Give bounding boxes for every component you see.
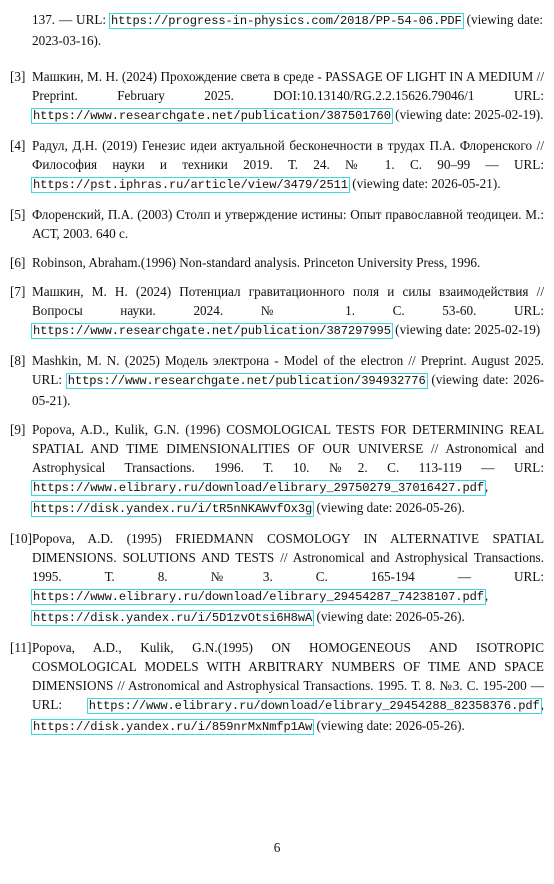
reference-list bbox=[10, 67, 544, 747]
reference-tail: (viewing date: 2026-05-21). bbox=[32, 372, 544, 408]
reference-text: Радул, Д.Н. (2019) Генезис идеи актуальной бесконечности в трудах П.А. Флоренского // Философия науки и техники 2019. Т. 24. № 1. С. 90–99 — URL: bbox=[32, 138, 544, 172]
reference-tail: (viewing date: 2025-02-19) bbox=[391, 322, 541, 337]
url-separator: , bbox=[540, 697, 544, 712]
reference-body bbox=[32, 282, 544, 341]
reference-url-link[interactable]: https://disk.yandex.ru/i/tR5nNKAWvfOx3g bbox=[33, 502, 313, 516]
fragment-text: 137. — URL: bbox=[32, 12, 110, 27]
reference-body bbox=[32, 205, 544, 243]
reference-text: Машкин, М. Н. (2024) Потенциал гравитационного поля и силы взаимодействия // Вопросы науки. 2024. № 1. С. 53-60. URL: bbox=[32, 284, 544, 318]
reference-url-link[interactable]: https://www.researchgate.net/publication/387297995 bbox=[33, 324, 391, 338]
reference-url-link[interactable]: https://www.elibrary.ru/download/elibrary_29750279_37016427.pdf bbox=[33, 481, 484, 495]
reference-item bbox=[10, 136, 544, 195]
reference-item bbox=[10, 420, 544, 519]
reference-number: [4] bbox=[10, 138, 26, 153]
reference-text: Машкин, М. Н. (2024) Прохождение света в среде - PASSAGE OF LIGHT IN A MEDIUM // Preprint. February 2025. DOI:10.13140/RG.2.2.15626.79046/1 URL: bbox=[32, 69, 544, 103]
reference-number: [8] bbox=[10, 353, 26, 368]
reference-text: Popova, A.D., Kulik, G.N. (1996) COSMOLOGICAL TESTS FOR DETERMINING REAL SPATIAL AND TIME DIMENSIONALITIES OF OUR UNIVERSE // Astronomical and Astrophysical Transactions. 1996. Т. 10. №2. С. 113-119 — URL: bbox=[32, 422, 544, 475]
reference-item bbox=[10, 205, 544, 243]
reference-url-link[interactable]: https://disk.yandex.ru/i/859nrMxNmfp1Aw bbox=[33, 720, 313, 734]
reference-number: [10] bbox=[10, 531, 32, 546]
reference-number: [3] bbox=[10, 69, 26, 84]
reference-tail: (viewing date: 2026-05-26). bbox=[313, 718, 465, 733]
page-number: 6 bbox=[273, 840, 281, 855]
reference-number: [5] bbox=[10, 207, 26, 222]
reference-number: [6] bbox=[10, 255, 26, 270]
reference-body bbox=[32, 136, 544, 195]
reference-number: [7] bbox=[10, 284, 26, 299]
reference-url-link[interactable]: https://pst.iphras.ru/article/view/3479/2511 bbox=[33, 178, 348, 192]
url-separator: , bbox=[484, 479, 489, 494]
reference-item bbox=[10, 253, 544, 272]
fragment-tail: (viewing date: 2023-03-16). bbox=[32, 12, 543, 48]
reference-item bbox=[10, 638, 544, 737]
reference-number: [9] bbox=[10, 422, 26, 437]
reference-url-link[interactable]: https://www.elibrary.ru/download/elibrary_29454287_74238107.pdf bbox=[33, 590, 484, 604]
reference-url-link[interactable]: https://www.researchgate.net/publication/394932776 bbox=[67, 374, 426, 388]
reference-item bbox=[10, 67, 544, 126]
reference-body bbox=[32, 253, 544, 272]
reference-text: Popova, A.D., Kulik, G.N.(1995) ON HOMOGENEOUS AND ISOTROPIC COSMOLOGICAL MODELS WITH ARBITRARY NUMBERS OF TIME AND SPACE DIMENSIONS // Astronomical and Astrophysical Transactions. 1995. Т. 8. №3. С. 195-200 — URL: bbox=[32, 640, 544, 712]
reference-tail: (viewing date: 2025-02-19). bbox=[391, 107, 544, 122]
reference-text: Popova, A.D. (1995) FRIEDMANN COSMOLOGY IN ALTERNATIVE SPATIAL DIMENSIONS. SOLUTIONS AND TESTS // Astronomical and Astrophysical Transactions. 1995. Т. 8. №3. С. 165-194 — URL: bbox=[32, 531, 544, 584]
reference-tail: (viewing date: 2026-05-21). bbox=[348, 176, 501, 191]
reference-item bbox=[10, 529, 544, 628]
reference-item bbox=[10, 282, 544, 341]
reference-body bbox=[32, 67, 544, 126]
reference-url-link[interactable]: https://disk.yandex.ru/i/5D1zvOtsi6H8wA bbox=[33, 611, 313, 625]
reference-item bbox=[10, 351, 544, 410]
reference-tail: (viewing date: 2026-05-26). bbox=[313, 500, 465, 515]
reference-tail: (viewing date: 2026-05-26). bbox=[313, 609, 465, 624]
reference-text: Флоренский, П.А. (2003) Столп и утверждение истины: Опыт православной теодицеи. М.: АСТ, 2003. 640 с. bbox=[32, 207, 544, 241]
reference-text: Mashkin, M. N. (2025) Модель электрона - Model of the electron // Preprint. August 2025. URL: bbox=[32, 353, 544, 387]
reference-fragment bbox=[32, 10, 543, 50]
reference-url-link[interactable]: https://www.researchgate.net/publication/387501760 bbox=[33, 109, 391, 123]
url-separator: , bbox=[484, 588, 489, 603]
reference-url-link[interactable]: https://www.elibrary.ru/download/elibrary_29454288_82358376.pdf bbox=[88, 699, 540, 713]
reference-body bbox=[32, 420, 544, 519]
reference-body bbox=[32, 638, 544, 737]
reference-number: [11] bbox=[10, 640, 32, 655]
reference-body bbox=[32, 351, 544, 410]
reference-text: Robinson, Abraham.(1996) Non-standard analysis. Princeton University Press, 1996. bbox=[32, 255, 481, 270]
fragment-url-link[interactable]: https://progress-in-physics.com/2018/PP-54-06.PDF bbox=[110, 14, 462, 28]
reference-body bbox=[32, 529, 544, 628]
